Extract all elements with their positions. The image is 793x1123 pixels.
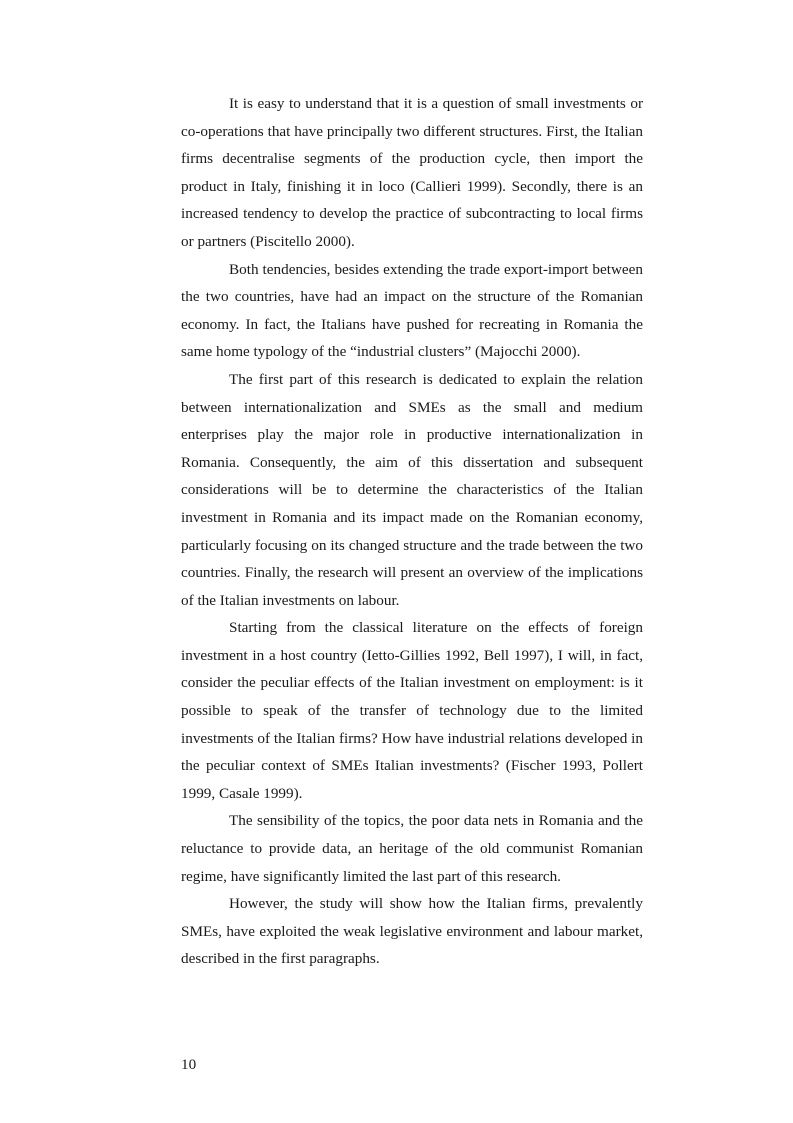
paragraph: It is easy to understand that it is a question of small investments or co-operations that have principally two different structures. First, the Italian firms decentralise segments of the production cycle, then import the product in Italy, finishing it in loco (Callieri 1999). Secondly, there is an increased tendency to develop the practice of subcontracting to local firms or partners (Piscitello 2000). [181,95,643,250]
page-body [181,90,643,973]
paragraph: Both tendencies, besides extending the trade export-import between the two countries, have had an impact on the structure of the Romanian economy. In fact, the Italians have pushed for recreating in Romania the same home typology of the “industrial clusters” (Majocchi 2000). [181,260,643,361]
paragraph: However, the study will show how the Italian firms, prevalently SMEs, have exploited the weak legislative environment and labour market, described in the first paragraphs. [181,895,643,968]
paragraph: Starting from the classical literature on the effects of foreign investment in a host country (Ietto-Gillies 1992, Bell 1997), I will, in fact, consider the peculiar effects of the Italian investment on employment: is it possible to speak of the transfer of technology due to the limited investments of the Italian firms? How have industrial relations developed in the peculiar context of SMEs Italian investments? (Fischer 1993, Pollert 1999, Casale 1999). [181,619,643,802]
paragraph: The sensibility of the topics, the poor data nets in Romania and the reluctance to provide data, an heritage of the old communist Romanian regime, have significantly limited the last part of this research. [181,812,643,885]
paragraph: The first part of this research is dedicated to explain the relation between internationalization and SMEs as the small and medium enterprises play the major role in productive internationalization in Romania. Consequently, the aim of this dissertation and subsequent considerations will be to determine the characteristics of the Italian investment in Romania and its impact made on the Romanian economy, particularly focusing on its changed structure and the trade between the two countries. Finally, the research will present an overview of the implications of the Italian investments on labour. [181,370,643,609]
page-number: 10 [181,1056,197,1073]
